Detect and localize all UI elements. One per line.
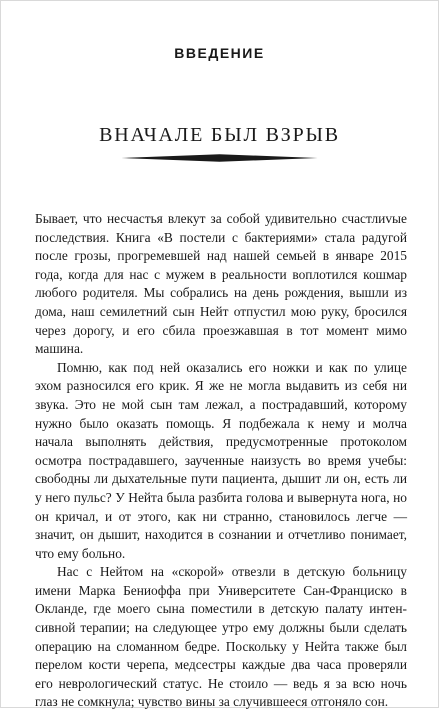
section-heading: ВВЕДЕНИЕ bbox=[174, 45, 265, 61]
paragraph-3: Нас с Нейтом на «скорой» отвезли в детскую больницу имени Марка Бениоффа при Университете Сан-Франциско в Окланде, где моего сына поместили в детскую палату интенсивной терапии; на следующее утро ему должны были сделать операцию на сломанном бедре. Поскольку у Нейта также был перелом кости черепа, медсестры каждые два часа проверяли его неврологический статус. Не стоило — ведь я за всю ночь глаз не сомкнула; чувство вины за случившееся отгоняло сон. bbox=[35, 564, 407, 710]
title-underline-ornament bbox=[1, 152, 438, 164]
body-text bbox=[35, 210, 407, 712]
paragraph-1: Бывает, что несчастья влекут за собой удивительно счастлиvые последствия. Книга «В постели с бактериями» стала радугой после грозы, прогремевшей над нашей семьей в январе 2015 года, когда для нас с мужем в реальности воплотился кошмар любого родителя. Мы собрались на день рождения, вышли из дома, наш семилетний сын Нейт отпустил мою руку, бросился через дорогу, и его сбила проезжавшая в тот момент мимо машина. bbox=[35, 211, 407, 357]
paragraph-2: Помню, как под ней оказались его ножки и как по улице эхом разносился его крик. Я же не могла выдавить из себя ни звука. Это не мой сын там лежал, а пострадавший, которому нужно было оказать помощь. Я подбежала к нему и молча начала выполнять действия, предусмотренные протоколом осмотра пострадавшего, заученные наизусть во время учебы: свободны ли дыхательные пути пациента, дышит ли он, есть ли у него пульс? У Нейта была разбита голова и вывернута нога, но он кричал, и от этого, как ни странно, становилось легче — значит, он дышит, находится в сознании и отчетливо понимает, что ему больно. bbox=[35, 359, 407, 561]
chapter-title: ВНАЧАЛЕ БЫЛ ВЗРЫВ bbox=[99, 124, 340, 146]
